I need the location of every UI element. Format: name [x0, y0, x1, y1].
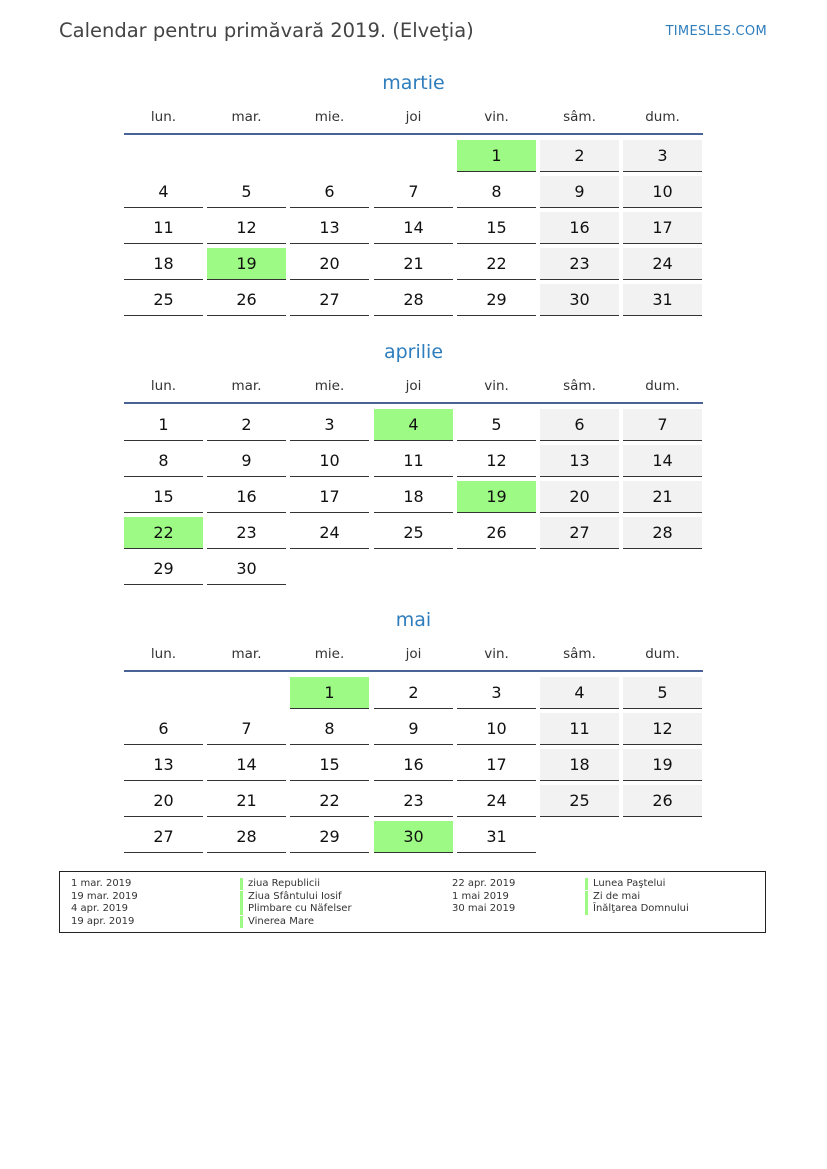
day-cell: 20	[290, 248, 369, 280]
day-cell: 21	[623, 481, 702, 513]
day-cell: 2	[540, 140, 619, 172]
day-cell: 6	[124, 713, 203, 745]
day-cell: 1	[124, 409, 203, 441]
day-cell: 20	[540, 481, 619, 513]
day-cell: 15	[290, 749, 369, 781]
weekday-label: dum.	[645, 109, 680, 125]
day-cell: 30	[207, 553, 286, 585]
weekday-label: sâm.	[563, 646, 596, 662]
day-cell: 3	[623, 140, 702, 172]
day-cell: 22	[457, 248, 536, 280]
day-cell: 30	[540, 284, 619, 316]
day-cell: 14	[623, 445, 702, 477]
legend-date: 19 mar. 2019	[71, 890, 138, 902]
header-divider	[124, 670, 703, 672]
day-cell: 28	[623, 517, 702, 549]
day-cell: 3	[290, 409, 369, 441]
day-cell: 18	[374, 481, 453, 513]
day-cell: 15	[457, 212, 536, 244]
holiday-day-cell: 19	[207, 248, 286, 280]
day-cell: 7	[374, 176, 453, 208]
day-cell: 2	[207, 409, 286, 441]
day-cell: 10	[623, 176, 702, 208]
day-cell: 11	[374, 445, 453, 477]
day-cell: 7	[207, 713, 286, 745]
legend-holiday-name: Ziua Sfântului Iosif	[248, 890, 342, 902]
day-cell: 25	[540, 785, 619, 817]
holiday-day-cell: 22	[124, 517, 203, 549]
day-cell: 8	[124, 445, 203, 477]
day-cell: 10	[457, 713, 536, 745]
day-cell: 12	[207, 212, 286, 244]
weekday-header-row	[124, 109, 704, 127]
legend-date: 1 mai 2019	[452, 890, 509, 902]
day-cell: 5	[623, 677, 702, 709]
day-cell: 18	[124, 248, 203, 280]
weekday-header-row	[124, 646, 704, 664]
day-cell: 8	[457, 176, 536, 208]
day-cell: 8	[290, 713, 369, 745]
legend-holiday-name: Vinerea Mare	[248, 915, 315, 927]
legend-date: 22 apr. 2019	[452, 878, 516, 889]
day-cell: 28	[374, 284, 453, 316]
legend-date: 4 apr. 2019	[71, 903, 129, 914]
day-cell: 27	[540, 517, 619, 549]
weekday-header-row	[124, 378, 704, 396]
legend-date: 30 mai 2019	[452, 903, 516, 914]
day-cell: 14	[207, 749, 286, 781]
weekday-label: mie.	[314, 109, 345, 125]
holiday-day-cell: 19	[457, 481, 536, 513]
day-cell: 29	[457, 284, 536, 316]
day-cell: 10	[290, 445, 369, 477]
header-divider	[124, 402, 703, 404]
weekday-label: joi	[405, 109, 422, 125]
header-divider	[124, 133, 703, 135]
legend-date: 19 apr. 2019	[71, 915, 135, 927]
weekday-label: lun.	[150, 378, 177, 394]
day-cell: 22	[290, 785, 369, 817]
day-cell: 21	[207, 785, 286, 817]
day-cell: 5	[207, 176, 286, 208]
day-cell: 15	[124, 481, 203, 513]
legend-date: 1 mar. 2019	[71, 878, 132, 889]
day-cell: 24	[457, 785, 536, 817]
day-cell: 11	[540, 713, 619, 745]
day-cell: 5	[457, 409, 536, 441]
day-cell: 9	[207, 445, 286, 477]
weekday-label: lun.	[150, 646, 177, 662]
month-title: martie	[382, 72, 445, 94]
holiday-day-cell: 4	[374, 409, 453, 441]
legend-holiday-name: Lunea Paştelui	[593, 878, 666, 889]
day-cell: 26	[623, 785, 702, 817]
weekday-label: mie.	[314, 378, 345, 394]
day-cell: 3	[457, 677, 536, 709]
day-cell: 16	[374, 749, 453, 781]
day-cell: 25	[124, 284, 203, 316]
day-cell: 9	[540, 176, 619, 208]
day-cell: 2	[374, 677, 453, 709]
holiday-legend	[59, 871, 766, 933]
day-cell: 13	[290, 212, 369, 244]
holiday-day-cell: 1	[290, 677, 369, 709]
legend-holiday-name: ziua Republicii	[248, 878, 320, 889]
day-cell: 23	[207, 517, 286, 549]
day-cell: 31	[623, 284, 702, 316]
weekday-label: mar.	[231, 646, 262, 662]
day-cell: 25	[374, 517, 453, 549]
day-cell: 27	[290, 284, 369, 316]
legend-color-marker	[585, 891, 588, 903]
weekday-label: sâm.	[563, 109, 596, 125]
day-cell: 23	[374, 785, 453, 817]
legend-color-marker	[240, 891, 243, 903]
brand-link[interactable]: TIMESLES.COM	[665, 24, 767, 39]
weekday-label: lun.	[150, 109, 177, 125]
legend-color-marker	[585, 903, 588, 915]
holiday-day-cell: 1	[457, 140, 536, 172]
legend-holiday-name: Înălţarea Domnului	[593, 903, 689, 914]
day-cell: 6	[540, 409, 619, 441]
day-cell: 21	[374, 248, 453, 280]
day-cell: 14	[374, 212, 453, 244]
day-cell: 4	[124, 176, 203, 208]
legend-color-marker	[240, 916, 243, 928]
weekday-label: dum.	[645, 646, 680, 662]
day-cell: 4	[540, 677, 619, 709]
day-cell: 26	[457, 517, 536, 549]
day-cell: 9	[374, 713, 453, 745]
day-cell: 28	[207, 821, 286, 853]
day-cell: 7	[623, 409, 702, 441]
weekday-label: mar.	[231, 378, 262, 394]
weekday-label: vin.	[484, 378, 509, 394]
day-cell: 18	[540, 749, 619, 781]
legend-color-marker	[240, 903, 243, 915]
weekday-label: mar.	[231, 109, 262, 125]
month-title: aprilie	[383, 341, 444, 363]
day-cell: 6	[290, 176, 369, 208]
day-cell: 27	[124, 821, 203, 853]
weekday-label: dum.	[645, 378, 680, 394]
day-cell: 29	[124, 553, 203, 585]
day-cell: 19	[623, 749, 702, 781]
day-cell: 17	[290, 481, 369, 513]
day-cell: 11	[124, 212, 203, 244]
day-cell: 20	[124, 785, 203, 817]
weekday-label: joi	[405, 646, 422, 662]
day-cell: 13	[124, 749, 203, 781]
day-cell: 12	[457, 445, 536, 477]
day-cell: 29	[290, 821, 369, 853]
day-cell: 16	[207, 481, 286, 513]
day-cell: 17	[457, 749, 536, 781]
weekday-label: vin.	[484, 646, 509, 662]
day-cell: 17	[623, 212, 702, 244]
legend-holiday-name: Zi de mai	[593, 890, 641, 902]
weekday-label: joi	[405, 378, 422, 394]
weekday-label: sâm.	[563, 378, 596, 394]
day-cell: 23	[540, 248, 619, 280]
legend-holiday-name: Plimbare cu Näfelser	[248, 903, 352, 914]
day-cell: 16	[540, 212, 619, 244]
day-cell: 24	[290, 517, 369, 549]
day-cell: 26	[207, 284, 286, 316]
page-title: Calendar pentru primăvară 2019. (Elveţia)	[59, 19, 474, 42]
month-title: mai	[395, 609, 432, 631]
legend-color-marker	[585, 878, 588, 890]
day-cell: 24	[623, 248, 702, 280]
day-cell: 13	[540, 445, 619, 477]
legend-color-marker	[240, 878, 243, 890]
holiday-day-cell: 30	[374, 821, 453, 853]
day-cell: 31	[457, 821, 536, 853]
weekday-label: vin.	[484, 109, 509, 125]
day-cell: 12	[623, 713, 702, 745]
weekday-label: mie.	[314, 646, 345, 662]
